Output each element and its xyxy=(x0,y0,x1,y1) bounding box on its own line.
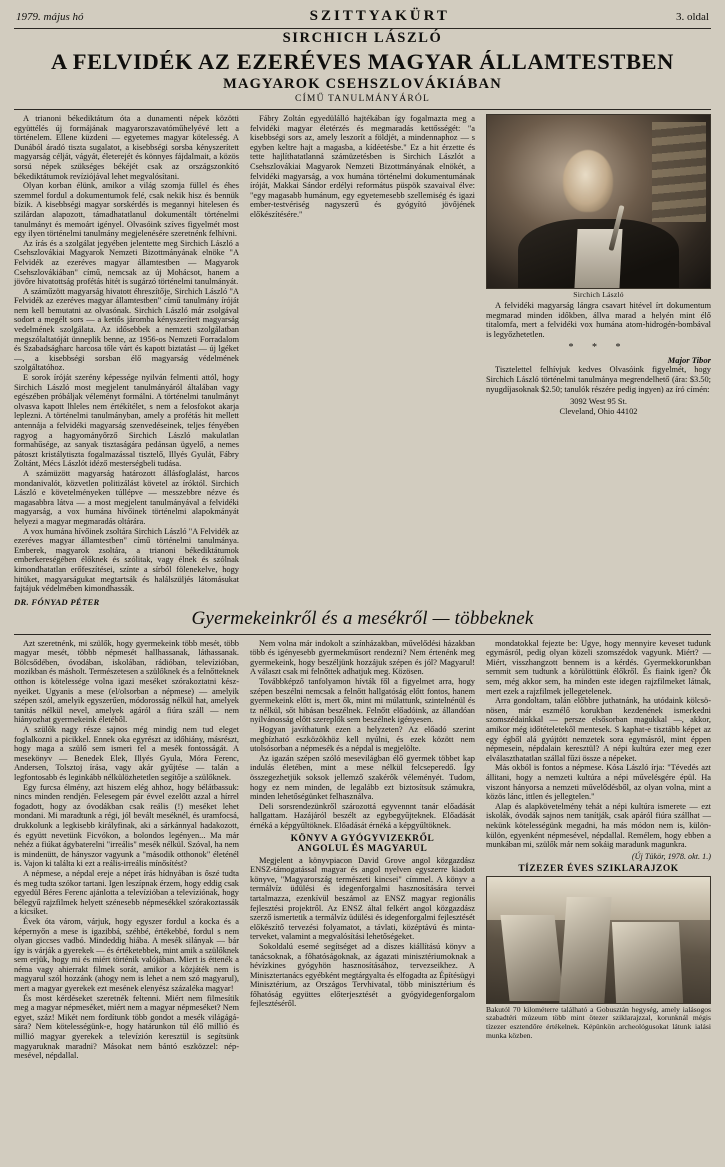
divider-feature xyxy=(14,634,711,635)
feature-byline: DR. FÓNYAD PÉTER xyxy=(14,596,100,607)
photo-rock-carvings xyxy=(486,876,711,1004)
paragraph: Egy furcsa élmény, azt hiszem elég ahhoz, hogy bélátbassuk: nincs minden rendjén. Felesegem pár évvel ezelőtt azzal a hírrel fogadott, hogy az óvodákban csak reális (!) meséket lehet mondani. Mi maradtunk a régi, jól bevált meséknél, és uramfocsá, drukkolunk a legkisebb királyfinak, aki a sárkánnyal hadakozott, és együtt nevetünk Ficvókon, a bolondos legényen... Ma már nehéz a fiúkat ágybaterelni "irreális" mesék nélkül. Szóval, ha nem is mindenütt, de hányszor vagyunk a "második otthonok" életénél is. Vajon ki találta ki ezt a reális-irreális mínősítést? xyxy=(14,782,239,869)
rock-shape xyxy=(500,915,563,1001)
stars-divider: * * * xyxy=(568,342,629,354)
book-box-title-line-1: KÖNYV A GYÓGYVIZEKRŐL xyxy=(290,833,435,844)
paragraph: Sokoldalú esemé segítséget ad a díszes kiállítású könyv a tanácsoknak, a főhatóságoknak, az ágazati minisztériumoknak a hévízkines gyógyhön hasznosításához, tervezseikhez. A Minisztertanács egyébként megtárgyalta és elfogadta az Építésügyi Minisztérium, az Országos Tervhivatal, több minisztérium és főhatóság együttes előterjesztését a gyógyidegenforgalom fejlesztéséről. xyxy=(250,941,475,1009)
rock-shape xyxy=(559,897,611,1003)
page-title: A FELVIDÉK AZ EZERÉVES MAGYAR ÁLLAMTESTBEN xyxy=(50,49,675,74)
flag-backdrop xyxy=(652,122,706,222)
paragraph: Arra gondoltam, talán előbbre juthatnánk, ha utódaink kölcsönösen, már eszmélő korukban kezdenének ismerkedni szomszédainkkal — persze elsősorban magukkal —, akkor, amikor még időtételetekől mentesek. S kaphat-e tisztább képet az egy égből alá gyújtött nemzetek sora egymásról, mint éppen népmesein, népdalain keresztül? A népi kultúra ezer meg ezer elválaszthatatlan szállal fűzi össze a népeket. xyxy=(486,696,711,763)
address-line-2: Cleveland, Ohio 44102 xyxy=(559,406,638,416)
photo-caption: Sirchich László xyxy=(573,290,624,299)
feature-column-3 xyxy=(486,639,711,1061)
paragraph: Továbbképző tanfolyamon hívták fől a figyelmet arra, hogy szépen beszélni nemcsak a felnőtt hallgatóság előtt fontos, hanem gyermekeink előtt is, mert ők, mint mi múlattunk, szintelnénül és tz nélkül, sőt hibásan beszélnek. Felnőtt előadóink, az állandóan nyilvánosság előtt szereplők sem beszélnek igényesen. xyxy=(250,677,475,725)
paragraph: Az írás és a szolgálat jegyében jelentette meg Sirchich László a Csehszlovákiai Magyarok Nemzeti Bizottmányának elnöke "A Felvidék az ezeréves magyar államtestben — Magyarok Csehszlovákiában" című, nemcsak az új Mohácsot, hanem a jövőre hivatottság profétás hitét is sugárzó történelmi tanulmányát. xyxy=(14,238,239,287)
paragraph: A felvidéki magyarság lángra csavart hitével írt dokumentum megmarad minden időkben, állva marad a helyén mint élő titalomfa, mert a felvidéki vox humána atom-hidrogén-bombával is legyőzhetetlen. xyxy=(486,301,711,339)
book-box-title-line-2: ANGOLUL ÉS MAGYARUL xyxy=(297,843,428,854)
paragraph: A szülők nagy része sajnos még mindig nem tud eleget foglalkozni a picikkel. Ennek oka egyrészt az időhiány, másrészt, hogy maga a szülő sem ismeri fel a mesék fontosságát. A mesekönyv — Benedek Elek, Illyés Gyula, Móra Ferenc, Andersen, Tolsztoj írása, vagy akár gyűjtése — talán a legfontosabb és leginkább nélkülözhetetlen segítője a szülőknek. xyxy=(14,725,239,782)
paragraph: Megjelent a könyvpiacon David Grove angol közgazdász ENSZ-támogatással magyar és angol nyelven egyszerre kiadott könyve, "Magyarország természeti kincsei" címmel. A könyv a termálvíz üdülési és idegenforgalmi hasznosítására tervei tartalmazza, ezenkívül beszámol az ENSZ magyar regionális fejlesztési projektről. Az ENSZ által felkért angol közgazdász szerző ismertetik a termálvíz üdülési és idegenforgalmi fejlesztését előkészítő tervezési folyamatot, a távlati, középtávú és mintaterveket, valamint a megvalósítási lehetőségeket. xyxy=(250,855,475,942)
headline-author: SIRCHICH LÁSZLÓ xyxy=(282,30,443,46)
paragraph: Más okból is fontos a népmese. Kósa László írja: "Tévedés azt állitani, hogy a nemzeti kultúra a népi művelésgére épül. Ha viszont hányorsa a nemzeti művelődésből, az olyan volna, mint a közös lánc, ittlen és jellegtelen." xyxy=(486,763,711,802)
paragraph: A vox humána hívőinek zsoltára Sirchich László "A Felvidék az ezeréves magyar államtestben" című történelmi tanulmánya. Emberek, magyarok zsoltára, a trianoni békediktátumok emberkereségében élőknek és szólitak, vagy élnek és szólnak kimondhatatlan erőfeszítései, színte a sírból fölenekelve, hogy hitüket, magyarságukat megtartsák és halálszüljés látomásukat fajtájuk védelmében kimondhassák. xyxy=(14,526,239,594)
masthead xyxy=(14,8,711,26)
article-column-2 xyxy=(250,114,475,594)
feature-title: Gyermekeinkről és a mesékről — többeknek xyxy=(191,607,534,629)
article-column-1 xyxy=(14,114,239,594)
article-signature: Major Tibor xyxy=(667,355,711,366)
photo-sirchich xyxy=(486,114,711,299)
paragraph: Azt szeretnénk, mi szülők, hogy gyermekeink több mesét, több magyar mesét, többb népmesét hallhassanak, láthassanak. Bölcsődében, óvodában, iskolában, rádióban, televízióban, mozikban és másholt. Természetesen a szülőknek és a felnőtteknek otthon is kötelessége volna igazi meséket szórakoztatni késznyeiket. Ugyanis a mese (el/olsorban a népmese) — amelyik szépen szól, amelyik egyszerűen, módorosság nélkül hat, amelyek tanítás nélkül nevel, amelyek agáról a fiúra száll — nem hiányozhat gyermekeink életéből. xyxy=(14,638,239,725)
paragraph: Olyan korban élünk, amikor a világ szomja füllel és éhes szemmel fordul a dokumentumok felé, csak nekik hisz és bennük bízik. A kisebbségi magyar sorskérdés is megannyi hitelesen és szilárdan alapozott, támadhatatlanul dokumentált történelmi tanulmányt és memoárt igényel. Olvasóink szíves figyelmét most egy ilyen történelmi tanulmány megjelenésére szeretnénk felhívni. xyxy=(14,181,239,239)
paragraph: Az igazán szépen szóló mesevilágban élő gyermek többet kap indulás életében, mint a mese nélkül felcseperedő. Így összegezhetjük soksok jellemző szakérők véleményét. Tudom, hogy ez nem minden, de legalább ezt biztosítsuk számukra, minden lehetőségünket felhasználva. xyxy=(250,753,475,802)
headline-subtitle: MAGYAROK CSEHSZLOVÁKIÁBAN xyxy=(223,76,502,92)
feature-column-1 xyxy=(14,639,239,1061)
feature-source-note: (Új Tükör, 1978. okt. 1.) xyxy=(631,851,711,861)
paragraph: Fábry Zoltán egyedülálló hajtékában így fogalmazta meg a felvidéki magyar életérzés és megmaradás kettősségét: "a kisebbségi sors az, amely leszorít a földjét, a mindennaphoz — s egyben keltre hajt a magasba, a kídéetésbe." Ez a hit érzette és tette hajlíthatatlanná számüzetésben is Sirchich Lászlót a Csehszlovákiai Magyarok Nemzeti Bizottmányának elnökét, a felvidéki magyarság, a vox humána történelmi dokumentumának íróját, Makkai Sándor erdélyi református püspök szavaival élve: "egy magasabb humánum, egy egyetemesebb szellemiség és igazi ember-testvériség nagyszerű és gyógyító jövőjének előkészítésére." xyxy=(250,114,475,219)
article-column-3 xyxy=(486,114,711,594)
paragraph: Tisztelettel felhívjuk kedves Olvasóink figyelmét, hogy Sirchich László történelmi tanulmánya megrendelhető (ára: $3.50; nyugdíjasoknak $2.50; tanulók részére pedig ingyen) az író címén: xyxy=(486,365,711,394)
photo-image xyxy=(486,114,711,289)
order-address xyxy=(486,397,711,416)
page-number: 3. oldal xyxy=(675,11,709,23)
rock-shape xyxy=(612,922,683,1003)
feature-column-2 xyxy=(250,639,475,1061)
article-sirchich xyxy=(14,114,711,594)
headline-block xyxy=(14,29,711,109)
paragraph: A népmese, a népdal ereje a népet írás hídnyában is őszé tudta és meg tudta szókor tartani. Igen leszípnak érzem, hogy eddig csak egyedül Béres Ferenc ajánlotta a televízióban a televíziónak, hogy bélegyű rajzfilmek helyett szénesebb népmesékkel szórakoztassák a kicsiket. xyxy=(14,868,239,917)
paragraph: A számüzött magyarság határozott állásfoglalást, harcos mondanivalót, közvetlen politizálást követel az íróktól. Sirchich László e követelményeken túllépve — messzebbre nézve és magasabbra látva — a most megjelent tanulmányával a felvidéki magyarság, a vox humána hívőinek történelmi alapokmányát helyezi a magyar megmaradás oltárára. xyxy=(14,468,239,526)
portrait-head xyxy=(563,150,613,212)
paragraph: E sorok íróját szerény képessége nyilván felmenti attól, hogy Sirchich László most megjelent tanulmányáról általában vagy egészében próbáljak véleményt formálni. A történelmi tanulmányt olvasva kapott lhleles nem értékítélet, s nem a felosfokot akarja leplezni. A történelmi tanulmányban, amely a profétás hit mellett antennája a felvidéki magyarság szenvedéseinek, teljes fényében ragyog a hagyományőrző Sirchich László makulatlan formahűsége, az sanyak tisztaságára pedánsan ügyelő, a nemes pátoszt kristálytiszta fogalmazással tisztelő, Illyés Gyulát, Fábry Zoltánt, Mécs Lászlót idéző mesterségbeli tudása. xyxy=(14,373,239,469)
paper-name: SZITTYAKÜRT xyxy=(309,8,450,24)
photo-box-caption: Bakutól 70 kilométerre található a Gobusztán hegység, amely ialásogos szabadtéri múzeum több mint ötezer sziklarajzzal, korunknál mégis tízezer esztendőre értékelnek. Képünkön archeológusokat látunk ialási munka közben. xyxy=(486,1004,711,1040)
paragraph: És most kérdéseket szeretnék feltenni. Miért nem filmesítik meg a magyar népmeséket, miért nem a magyar népmeséket? Nem egyet, száz! Mikét nem fordítunk több gondot a mesék világágására? Nem kötelességünk-e, hogy határunkon túl élő millió és millió magyar gyerekek a televízión keresztül is segítsünk magyaruknak maradni? Másokat nem bántó eszközzel: népmesével, népdallal. xyxy=(14,993,239,1061)
paragraph: Hogyan javíthatunk ezen a helyzeten? Az előadó szerint megbízható eszközökhöz kell nyúlni, és ezek között nem utolsósorban a népmesék és a népdal is megjelölte. xyxy=(250,725,475,754)
paragraph: Alap és alapkövetelmény tehát a népi kultúra ismerete — ezt iskolák, óvodák sajnos nem tanítják, csak apáról fiúra szállhat — nekünk kötelességünk megadni, ha más módon nem is, külön-külön, egyenként népmesével, népdallal. Remélem, hogy ebben a munkában mi, szülők már nem sokáig maradunk magunkra. xyxy=(486,801,711,850)
paragraph: mondatokkal fejezte be: Ugye, hogy mennyire keveset tudunk egymásról, pedig olyan közeli szomszédok vagyunk. Miért? — Miért, visszhangzott bennem is a kérdés. Gyermekkorunkban sernmit sem tudtunk a körülöttünk élőkről. És fiaink igen? Ők sem, még akkor sem, ha minden este idegen rajzfilmeket látnak, mert ezek a rajzfilmek jellegetelenek. xyxy=(486,638,711,696)
issue-date: 1979. május hó xyxy=(16,11,84,23)
paragraph: Nem volna már indokolt a színházakban, művelődési házakban több és igényesebb gyermekműsort rendezni? Nem értenénk meg gyermekeink, hogy beszéljünk hozzájuk szépen és jól? Magyarul! A választ csak mi felnőttek adhatjuk meg. Közösen. xyxy=(250,638,475,677)
divider-headline xyxy=(14,109,711,110)
paragraph: Deli sorsrendezünkről szározottá egyvennnt tanár előadását hallgattam. Hazájáról beszélt az egybegyűjteknek. Előadását érnéká a képgyűltöknek. Előadását érnéká a képgyűltöknek. xyxy=(250,801,475,830)
article-fonyad xyxy=(14,639,711,1061)
photo-box-title: TÍZEZER ÉVES SZIKLARAJZOK xyxy=(518,863,679,874)
address-line-1: 3092 West 95 St. xyxy=(570,397,627,407)
paragraph: A száműzött magyarság hivatott éhreszítője, Sirchich László "A Felvidék az ezeréves magyar államtestben" című tanulmány íróját nem kell bemutatni az olvasónak. Sirchich László már zsolgával sodort a megélt sors — a kettős járomba kényszerített magyarság vedelmének szolgálata. Az idősebbek a nemzeti szolgálatban megszólaltatóját ünneplik benne, az 1956-os Nemzeti Forradalom és Szabadságharc harcosa tőle várt és kapott biztatást — új lgéket —, a kisebbségi sorsban élő magyarság védelmének szolgáltatóhoz. xyxy=(14,286,239,373)
headline-kicker: CÍMŰ TANULMÁNYÁRÓL xyxy=(295,94,430,104)
paragraph: Évek óta várom, várjuk, hogy egyszer fordul a kocka és a képernyőn a mese is igazibbá, széhbé, értékebbé, fordul s nem olyan giccses vadbó. Mindeddig hiába. A mesék silányak — bár így is várják a gyerekek — és értéketebbek, mint amik a szülőknek sem erjük, hogy mi és miért történik valójában. Miert is éttenék a néma vagy ahierrakt filmek sorát, amikor a közjáték nem is magyarul szól hozzánk (ahogy nem is lehet a nem szó magyarul), mert a magyar gyerekek ezt mesének elenyész százaléka magyar! xyxy=(14,916,239,994)
paragraph: A trianoni békediktátum óta a dunamenti népek közötti együttélés új formájának magyarorszavatóműhelyévé lett a történelem. Ellene küzdeni — egyetemes magyar kötelesség. A Dunából áradó tiszta sugalatot, a kisebbségi sorsba kényszerített magyarság célját, vágyát, életerejét és könnyes fájdalmait, a közös sorsú népek szükséges békéjét csak az országszonkító békediktátumok revíziójával lehet megvalósítani. xyxy=(14,114,239,181)
